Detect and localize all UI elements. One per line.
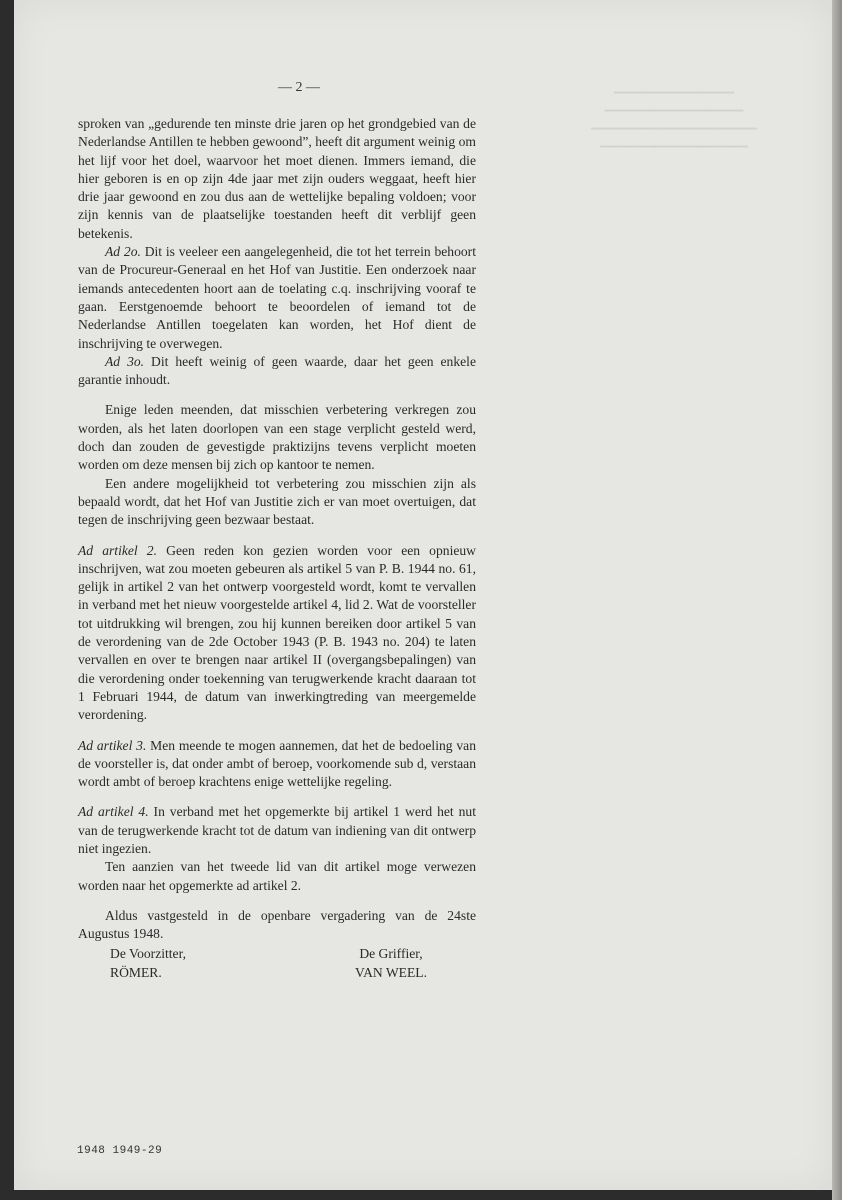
body-text xyxy=(78,115,476,982)
clerk-title: De Griffier, xyxy=(359,946,423,962)
paragraph-vastgesteld: Aldus vastgesteld in de openbare vergadering van de 24ste Augustus 1948. xyxy=(78,907,476,942)
clerk-name: VAN WEEL. xyxy=(355,964,427,980)
bleed-through-texture: ▔▔▔▔▔▔▔▔▔▔▔▔▔ ▔▔▔▔▔▔▔▔▔▔▔▔▔▔▔ ▔▔▔▔▔▔▔▔▔▔▔▔▔▔▔▔▔▔ ▔▔▔▔▔▔▔▔▔▔▔▔▔▔▔▔ xyxy=(590,92,758,160)
page-number: — 2 — xyxy=(278,80,320,95)
paragraph-other-possibility: Een andere mogelijkheid tot verbetering zou misschien zijn als bepaald wordt, dat het Hof van Justitie zich er van moet overtuigen, dat tegen de inschrijving geen bezwaar bestaat. xyxy=(78,475,476,528)
page-edge xyxy=(832,0,842,1200)
document-page xyxy=(14,0,832,1190)
signature-chair xyxy=(78,945,280,982)
paragraph-residence: sproken van „gedurende ten minste drie jaren op het grondgebied van de Nederlandse Antillen te hebben gewoond”, heeft dit argument weinig om het lijf voor het doel, waarvoor het moet dienen. Immers iemand, die hier geboren is en op zijn 4de jaar met zijn ouders weggaat, heeft hier drie jaar gewoond en zou dus aan de wettelijke bepaling voldoen; voor zijn kennis van de plaatselijke toestanden heeft dit verblijf geen betekenis. xyxy=(78,116,476,241)
chair-name: RÖMER. xyxy=(110,964,162,980)
signature-block xyxy=(78,945,476,982)
paragraph-ad-2o: Ad 2o. Dit is veeleer een aangelegenheid, die tot het terrein behoort van de Procureur-Generaal en het Hof van Justitie. Een onderzoek naar iemands antecedenten hoort aan de toelating c.q. inschrijving vooraf te gaan. Eerstgenoemde behoort te beoordelen of iemand tot de Nederlandse Antillen toegelaten kan worden, het Hof dient de inschrijving te overwegen. xyxy=(78,244,476,351)
signature-clerk xyxy=(306,945,476,982)
chair-title: De Voorzitter, xyxy=(110,946,186,962)
paragraph-stage: Enige leden meenden, dat misschien verbetering verkregen zou worden, als het laten doorlopen van een stage verplicht gesteld werd, doch dan zouden de gevestigde praktizijns tevens verplicht moeten worden om deze mensen bij zich op kantoor te nemen. xyxy=(78,402,476,473)
paragraph-ad-artikel-4: Ad artikel 4. In verband met het opgemerkte bij artikel 1 werd het nut van de terugwerkende kracht tot de datum van indiening van dit ontwerp niet ingezien. xyxy=(78,804,477,856)
paragraph-ad-3o: Ad 3o. Dit heeft weinig of geen waarde, daar het geen enkele garantie inhoudt. xyxy=(78,353,476,388)
paragraph-ad-artikel-3: Ad artikel 3. Men meende te mogen aannemen, dat het de bedoeling van de voorsteller is, dat onder ambt of beroep, voorkomende sub d, verstaan wordt ambt of beroep krachtens enige wettelijke regeling. xyxy=(78,737,476,790)
paragraph-ad-artikel-2: Ad artikel 2. Geen reden kon gezien worden voor een opnieuw inschrijven, wat zou moeten gebeuren als artikel 5 van P. B. 1944 no. 61, gelijk in artikel 2 van het ontwerp voorgesteld wordt, komt te vervallen in verband met het nieuw voorgestelde artikel 4, lid 2. Wat de voorsteller tot uitdrukking wil brengen, zou hij kunnen bereiken door artikel 5 van de verordening van de 2de October 1943 (P. B. 1943 no. 204) te laten vervallen en over te brengen naar artikel II (overgangsbepalingen) van die verordening onder toekenning van terugwerkende kracht daaraan tot 1 Februari 1944, de datum van inwerkingtreding van meergemelde verordening. xyxy=(78,542,476,723)
footer-code: 1948 1949-29 xyxy=(77,1145,163,1157)
paragraph-second-lid: Ten aanzien van het tweede lid van dit artikel moge verwezen worden naar het opgemerkte ad artikel 2. xyxy=(78,859,476,893)
